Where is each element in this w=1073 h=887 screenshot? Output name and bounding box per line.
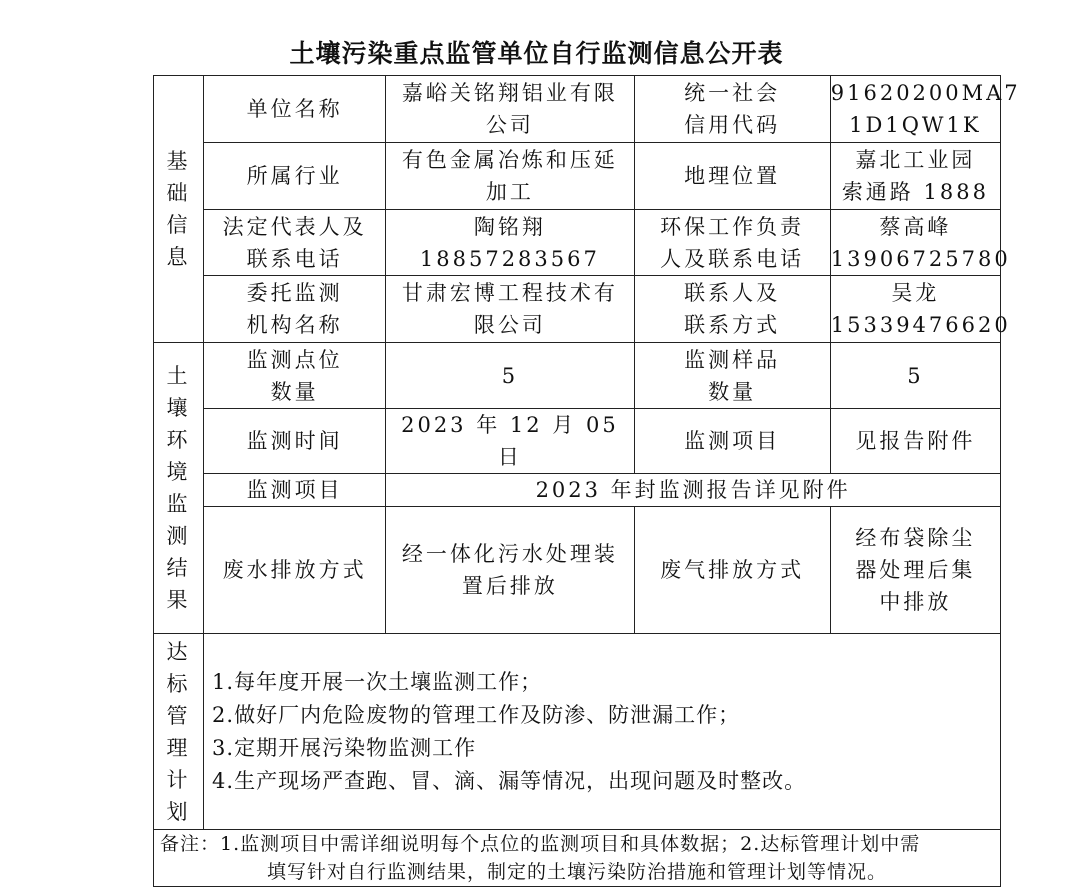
- page-title: 土壤污染重点监管单位自行监测信息公开表: [289, 39, 784, 68]
- time-value: 2023 年 12 月 05 日: [386, 409, 634, 474]
- basic-info-category: 基 础 信 息: [154, 76, 204, 343]
- location-label: 地理位置: [634, 143, 830, 210]
- note: 备注：1.监测项目中需详细说明每个点位的监测项目和具体数据；2.达标管理计划中需 填写针对自行监测结果，制定的土壤污染防治措施和管理计划等情况。: [154, 830, 1001, 887]
- soil-monitoring-category: 土 壤 环 境 监 测 结 果: [154, 343, 204, 634]
- wastewater-value: 经一体化污水处理装 置后排放: [386, 507, 634, 634]
- plan-category: 达 标 管 理 计 划: [154, 634, 204, 830]
- points-label: 监测点位 数量: [204, 343, 386, 409]
- industry-value: 有色金属冶炼和压延 加工: [386, 143, 634, 210]
- items-label: 监测项目: [634, 409, 830, 474]
- location-value: 嘉北工业园 索通路 1888: [830, 143, 1000, 210]
- agency-value: 甘肃宏博工程技术有 限公司: [386, 276, 634, 343]
- legal-rep-label: 法定代表人及 联系电话: [204, 210, 386, 276]
- items-row-label: 监测项目: [204, 474, 386, 507]
- points-value: 5: [386, 343, 634, 409]
- plan-item: 2.做好厂内危险废物的管理工作及防渗、防泄漏工作；: [212, 702, 741, 727]
- wastewater-label: 废水排放方式: [204, 507, 386, 634]
- plan-item: 3.定期开展污染物监测工作: [212, 735, 477, 760]
- credit-code-value: 91620200MA7 1D1QW1K: [830, 76, 1000, 143]
- env-manager-label: 环保工作负责 人及联系电话: [634, 210, 830, 276]
- legal-rep-value: 陶铭翔 18857283567: [386, 210, 634, 276]
- contact-value: 吴龙 15339476620: [830, 276, 1000, 343]
- time-label: 监测时间: [204, 409, 386, 474]
- plan-content: [204, 634, 1001, 830]
- contact-label: 联系人及 联系方式: [634, 276, 830, 343]
- plan-item: 1.每年度开展一次土壤监测工作；: [212, 669, 543, 694]
- samples-label: 监测样品 数量: [634, 343, 830, 409]
- industry-label: 所属行业: [204, 143, 386, 210]
- credit-code-label: 统一社会 信用代码: [634, 76, 830, 143]
- waste-gas-value: 经布袋除尘 器处理后集 中排放: [830, 507, 1000, 634]
- agency-label: 委托监测 机构名称: [204, 276, 386, 343]
- items-row-value: 2023 年封监测报告详见附件: [386, 474, 1001, 507]
- unit-name-value: 嘉峪关铭翔铝业有限 公司: [386, 76, 634, 143]
- samples-value: 5: [830, 343, 1000, 409]
- info-table: [153, 75, 1021, 887]
- env-manager-value: 蔡高峰 13906725780: [830, 210, 1000, 276]
- unit-name-label: 单位名称: [204, 76, 386, 143]
- items-value: 见报告附件: [830, 409, 1000, 474]
- plan-item: 4.生产现场严查跑、冒、滴、漏等情况，出现问题及时整改。: [212, 768, 807, 793]
- waste-gas-label: 废气排放方式: [634, 507, 830, 634]
